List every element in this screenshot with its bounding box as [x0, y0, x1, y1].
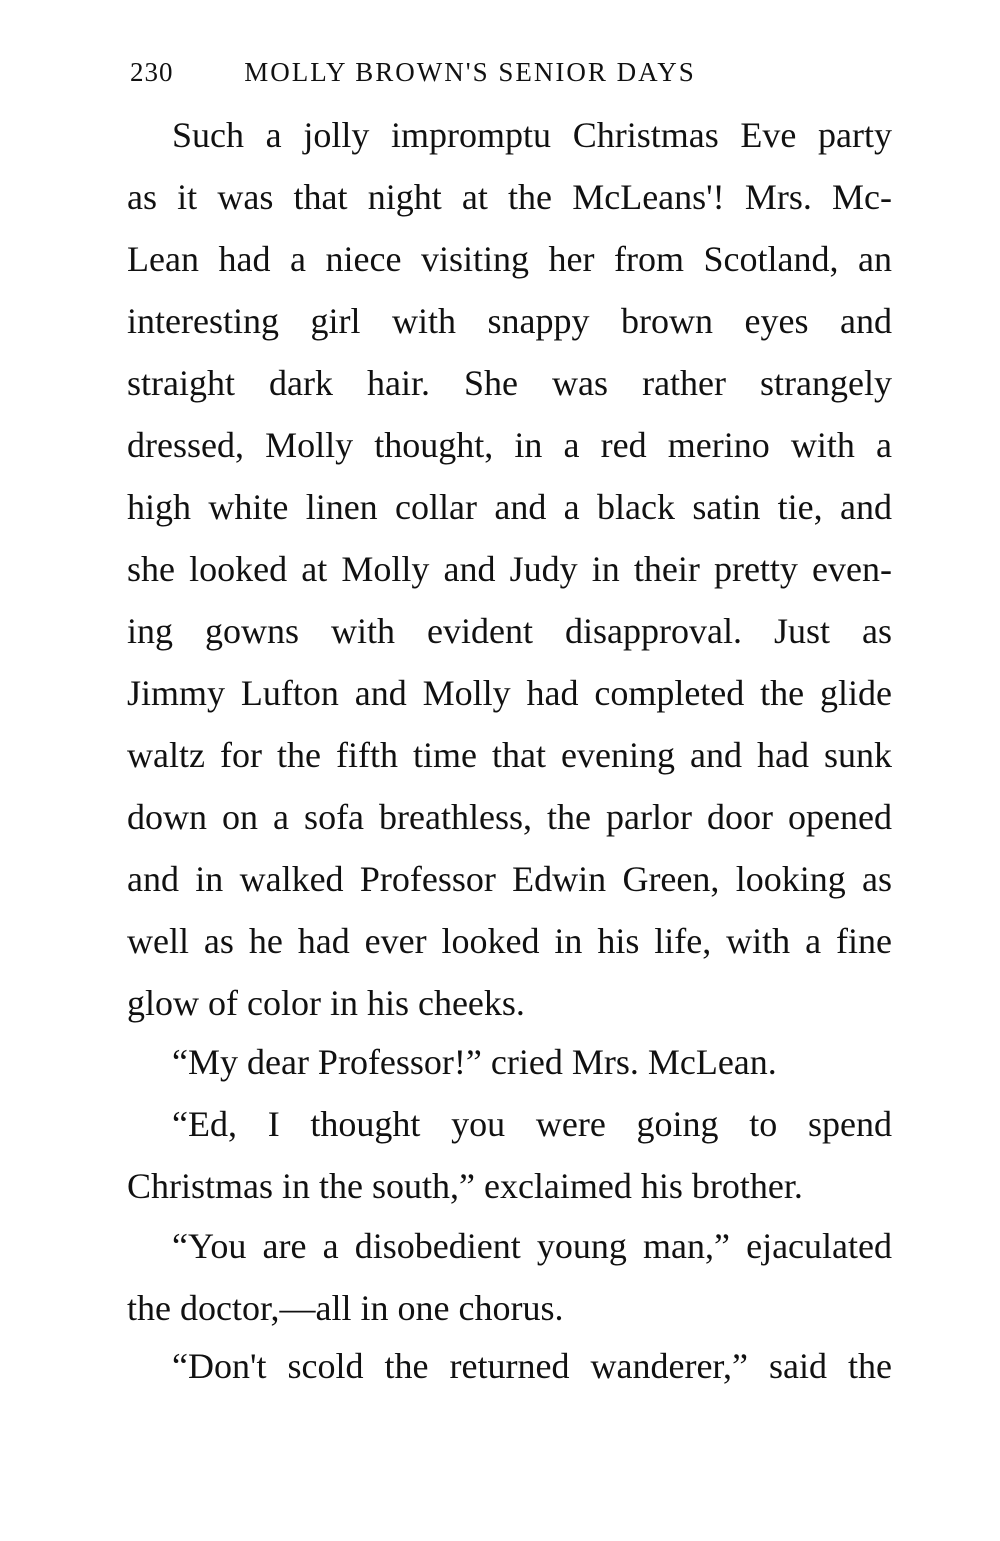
- body-line: Jimmy Lufton and Molly had completed the glide: [127, 673, 892, 713]
- page-number: 230: [130, 57, 174, 87]
- body-line: “You are a disobedient young man,” ejaculated: [172, 1226, 892, 1266]
- body-line: high white linen collar and a black satin tie, and: [127, 487, 892, 527]
- running-title: MOLLY BROWN'S SENIOR DAYS: [244, 57, 696, 87]
- body-line: she looked at Molly and Judy in their pretty even-: [127, 549, 892, 589]
- body-line: ing gowns with evident disapproval. Just as: [127, 611, 892, 651]
- body-line: dressed, Molly thought, in a red merino with a: [127, 425, 892, 465]
- body-line: Such a jolly impromptu Christmas Eve party: [172, 115, 892, 155]
- body-line: waltz for the fifth time that evening and had sunk: [127, 735, 892, 775]
- body-line: the doctor,—all in one chorus.: [127, 1288, 564, 1328]
- body-line: and in walked Professor Edwin Green, looking as: [127, 859, 892, 899]
- body-line: Lean had a niece visiting her from Scotland, an: [127, 239, 892, 279]
- body-line: “Don't scold the returned wanderer,” said the: [172, 1346, 892, 1386]
- body-line: “My dear Professor!” cried Mrs. McLean.: [172, 1042, 777, 1082]
- body-line: “Ed, I thought you were going to spend: [172, 1104, 892, 1144]
- body-line: down on a sofa breathless, the parlor door opened: [127, 797, 892, 837]
- body-line: interesting girl with snappy brown eyes and: [127, 301, 892, 341]
- running-head: [130, 52, 900, 92]
- body-line: glow of color in his cheeks.: [127, 983, 525, 1023]
- body-line: well as he had ever looked in his life, with a fine: [127, 921, 892, 961]
- body-line: straight dark hair. She was rather strangely: [127, 363, 892, 403]
- body-line: Christmas in the south,” exclaimed his brother.: [127, 1166, 803, 1206]
- body-line: as it was that night at the McLeans'! Mrs. Mc-: [127, 177, 892, 217]
